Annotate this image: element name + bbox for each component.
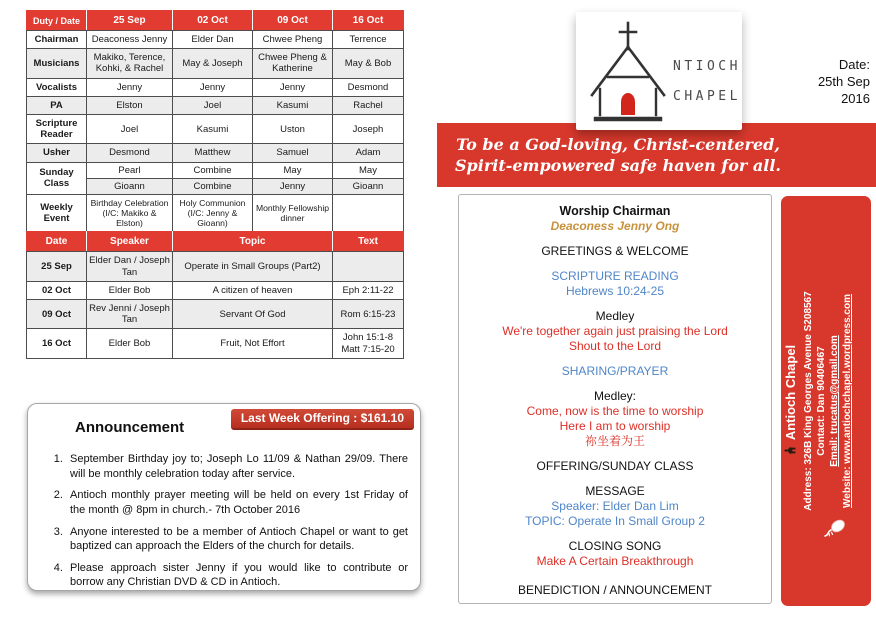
table-row (27, 329, 404, 358)
sermon-header-row (27, 232, 404, 252)
table-cell: Elder Dan / Joseph Tan (87, 252, 173, 281)
closing-song-heading: CLOSING SONG (568, 539, 662, 553)
church-logo-card (576, 12, 742, 130)
table-cell: Elder Dan (173, 31, 253, 49)
mission-line: Spirit-empowered safe haven for all. (455, 156, 781, 175)
table-row (27, 195, 404, 232)
table-cell: A citizen of heaven (173, 281, 333, 299)
worship-chairman-heading: Worship Chairman (559, 204, 671, 218)
row-label: Sunday Class (27, 162, 87, 194)
table-cell: Uston (253, 115, 333, 144)
table-row (27, 78, 404, 96)
table-cell: Jenny (173, 78, 253, 96)
table-cell: Servant Of God (173, 300, 333, 329)
roster-header-cell: 09 Oct (253, 11, 333, 31)
mission-banner (437, 123, 876, 187)
tables-block (26, 10, 403, 359)
table-cell: Elder Bob (87, 281, 173, 299)
message-speaker: Speaker: Elder Dan Lim (551, 499, 679, 513)
table-cell: May & Joseph (173, 49, 253, 78)
computer-mouse-icon (823, 515, 852, 539)
church-icon (784, 444, 800, 457)
scripture-reference: Hebrews 10:24-25 (565, 284, 665, 298)
table-cell: 16 Oct (27, 329, 87, 358)
logo-text-line2: CHAPEL (673, 89, 741, 104)
announcement-list (38, 452, 408, 590)
table-cell: Fruit, Not Effort (173, 329, 333, 358)
table-cell (333, 195, 404, 232)
table-cell: May & Bob (333, 49, 404, 78)
roster-header-cell: 16 Oct (333, 11, 404, 31)
table-cell: Kasumi (173, 115, 253, 144)
table-row (27, 96, 404, 114)
table-cell: Rev Jenni / Joseph Tan (87, 300, 173, 329)
table-cell: Chwee Pheng (253, 31, 333, 49)
medley1-heading: Medley (595, 309, 635, 323)
roster-header-row (27, 11, 404, 31)
table-row (27, 31, 404, 49)
announcement-box (27, 403, 421, 591)
scripture-reading-heading: SCRIPTURE READING (551, 269, 679, 283)
date-label: Date: (838, 57, 870, 72)
benediction-line: BENEDICTION / ANNOUNCEMENT (517, 583, 712, 597)
song-title: 祢坐着为王 (584, 434, 645, 448)
sidebar-website-link[interactable]: Website: www.antiochchapel.wordpress.com (842, 294, 853, 508)
table-cell: Eph 2:11-22 (333, 281, 404, 299)
contact-sidebar-text (783, 201, 869, 601)
roster-header-cell: Duty / Date (27, 11, 87, 31)
sermon-header-cell: Topic (173, 232, 333, 252)
sidebar-church-name: Antioch Chapel (783, 344, 798, 441)
sidebar-email-link[interactable]: Email: trucatus@gmail.com (829, 335, 840, 467)
table-cell: Operate in Small Groups (Part2) (173, 252, 333, 281)
table-row (27, 162, 404, 178)
table-row (27, 144, 404, 162)
duty-roster-table (26, 10, 404, 232)
table-cell: Monthly Fellowship dinner (253, 195, 333, 232)
table-cell: Desmond (87, 144, 173, 162)
song-title: We're together again just praising the Lord (502, 324, 728, 338)
list-item: 3. Anyone interested to be a member of Antioch Chapel or want to get baptized can approach the Elders of the church for details. (66, 525, 408, 554)
sharing-prayer-line: SHARING/PRAYER (561, 364, 669, 378)
table-row (27, 115, 404, 144)
offering-badge: Last Week Offering : $161.10 (231, 409, 414, 430)
table-cell: Samuel (253, 144, 333, 162)
table-cell: Gioann (333, 178, 404, 194)
row-label: Usher (27, 144, 87, 162)
table-cell: Joel (173, 96, 253, 114)
table-cell: Makiko, Terence, Kohki, & Rachel (87, 49, 173, 78)
table-cell: May (253, 162, 333, 178)
row-label: Musicians (27, 49, 87, 78)
table-cell (333, 252, 404, 281)
row-label: Weekly Event (27, 195, 87, 232)
sidebar-address: Address: 326B King Georges Avenue S208567 (803, 291, 814, 511)
closing-song-title: Make A Certain Breakthrough (536, 554, 694, 568)
row-label: PA (27, 96, 87, 114)
table-cell: Kasumi (253, 96, 333, 114)
mission-line: To be a God-loving, Christ-centered, (456, 135, 780, 154)
table-row (27, 300, 404, 329)
contact-sidebar (781, 196, 871, 606)
order-of-service-card (458, 194, 772, 604)
roster-header-cell: 02 Oct (173, 11, 253, 31)
row-label: Chairman (27, 31, 87, 49)
table-cell: Joseph (333, 115, 404, 144)
table-cell: Jenny (253, 78, 333, 96)
sermon-header-cell: Date (27, 232, 87, 252)
table-cell: Joel (87, 115, 173, 144)
row-label: Scripture Reader (27, 115, 87, 144)
table-cell: 02 Oct (27, 281, 87, 299)
sidebar-contact: Contact: Dan 90406467 (816, 346, 827, 456)
logo-text-line1: NTIOCH (673, 59, 741, 74)
table-cell: John 15:1-8 Matt 7:15-20 (333, 329, 404, 358)
sermon-schedule-table (26, 231, 404, 358)
song-title: Shout to the Lord (568, 339, 662, 353)
date-block (760, 56, 870, 107)
table-cell: Terrence (333, 31, 404, 49)
date-value: 25th Sep (817, 74, 870, 89)
table-cell: Combine (173, 178, 253, 194)
sermon-header-cell: Speaker (87, 232, 173, 252)
table-row (27, 252, 404, 281)
table-cell: Adam (333, 144, 404, 162)
table-cell: Gioann (87, 178, 173, 194)
table-cell: Combine (173, 162, 253, 178)
message-topic: TOPIC: Operate In Small Group 2 (525, 514, 705, 528)
mission-statement (437, 134, 799, 176)
table-cell: Pearl (87, 162, 173, 178)
worship-chairman-name: Deaconess Jenny Ong (550, 219, 680, 233)
list-item: 2. Antioch monthly prayer meeting will be held on every 1st Friday of the month @ 8pm in church.- 7th October 2016 (66, 488, 408, 517)
table-cell: Holy Communion (I/C: Jenny & Gioann) (173, 195, 253, 232)
table-row (27, 281, 404, 299)
table-cell: Chwee Pheng & Katherine (253, 49, 333, 78)
list-item: 1. September Birthday joy to; Joseph Lo 11/09 & Nathan 29/09. There will be monthly celebration today after service. (66, 452, 408, 481)
roster-header-cell: 25 Sep (87, 11, 173, 31)
offering-sunday-class-line: OFFERING/SUNDAY CLASS (536, 459, 694, 473)
sermon-header-cell: Text (333, 232, 404, 252)
medley2-heading: Medley: (593, 389, 637, 403)
table-cell: 25 Sep (27, 252, 87, 281)
table-cell: Deaconess Jenny (87, 31, 173, 49)
table-cell: Elder Bob (87, 329, 173, 358)
table-cell: Rom 6:15-23 (333, 300, 404, 329)
date-year: 2016 (841, 91, 870, 106)
table-cell: May (333, 162, 404, 178)
row-label: Vocalists (27, 78, 87, 96)
table-cell: Jenny (253, 178, 333, 194)
table-cell: Matthew (173, 144, 253, 162)
table-cell: Elston (87, 96, 173, 114)
table-row (27, 49, 404, 78)
song-title: Come, now is the time to worship (526, 404, 704, 418)
song-title: Here I am to worship (559, 419, 671, 433)
table-cell: Birthday Celebration (I/C: Makiko & Elston) (87, 195, 173, 232)
table-cell: Jenny (87, 78, 173, 96)
table-cell: Desmond (333, 78, 404, 96)
table-cell: Rachel (333, 96, 404, 114)
greetings-line: GREETINGS & WELCOME (541, 244, 689, 258)
announcement-title: Announcement (75, 419, 185, 436)
list-item: 4. Please approach sister Jenny if you would like to contribute or borrow any Christian DVD & CD in Antioch. (66, 561, 408, 590)
table-cell: 09 Oct (27, 300, 87, 329)
message-heading: MESSAGE (585, 484, 645, 498)
